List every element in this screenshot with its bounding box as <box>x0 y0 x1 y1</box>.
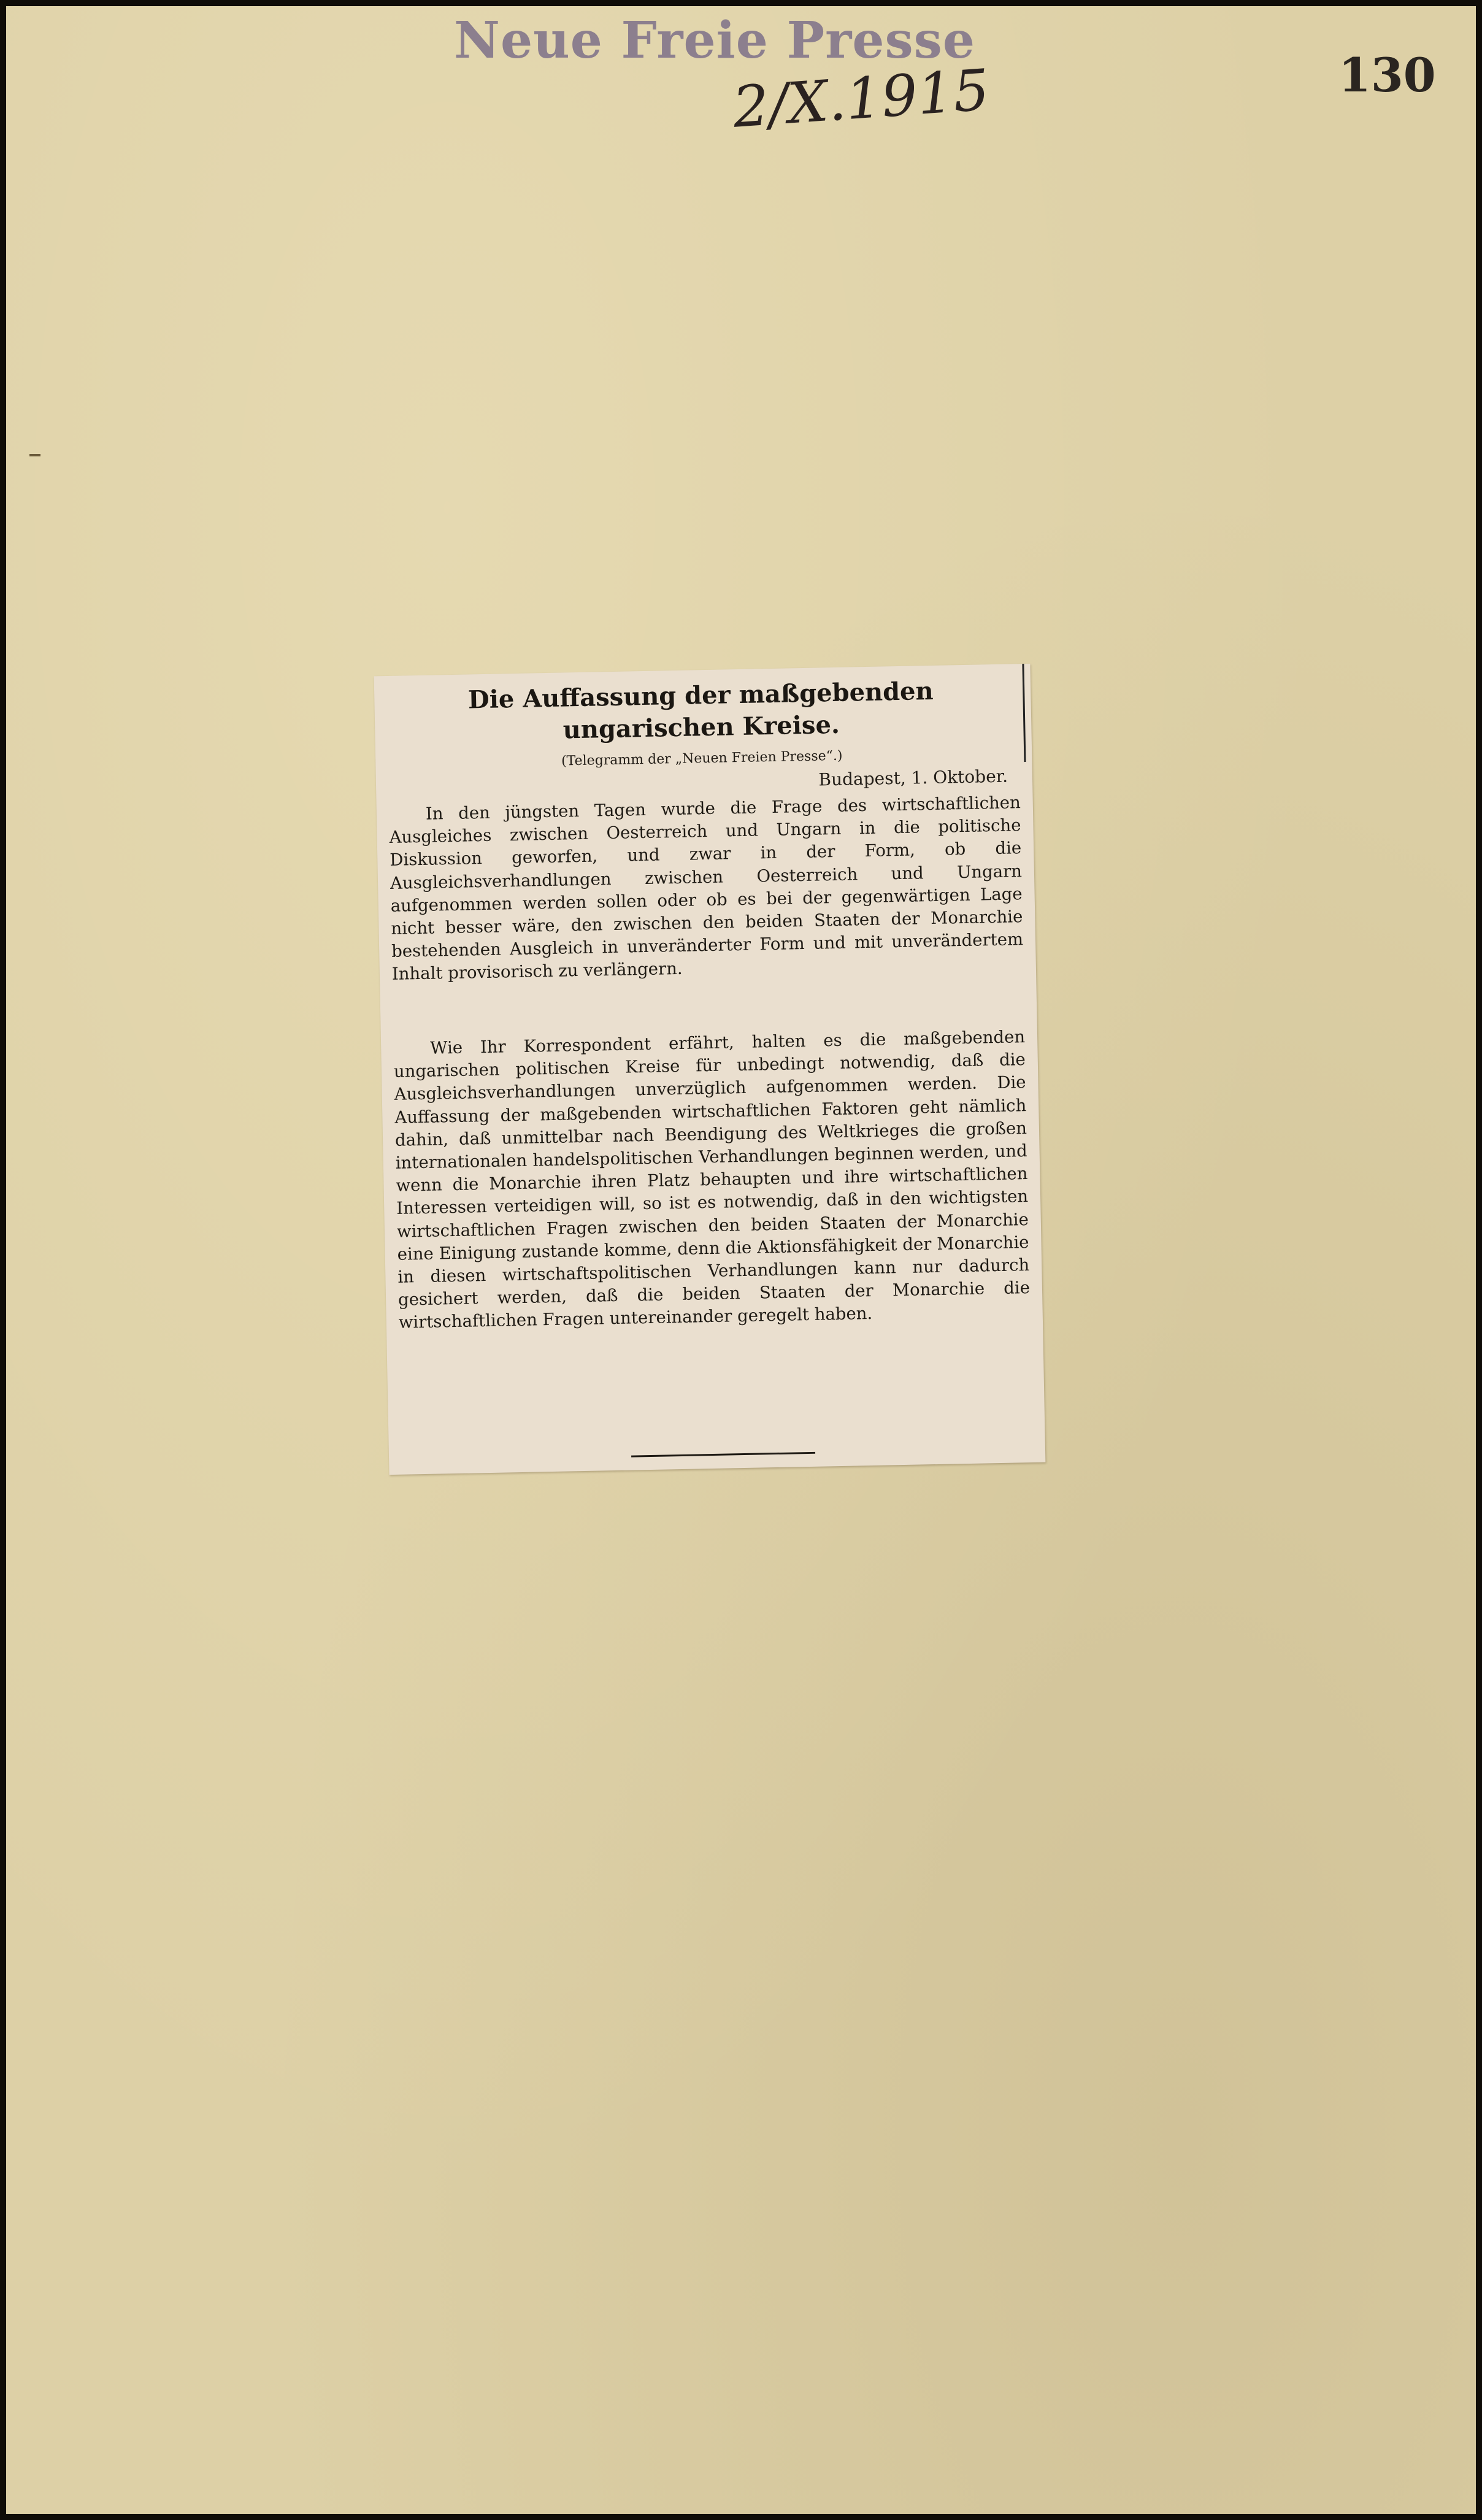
folio-number: 130 <box>1338 48 1436 102</box>
archive-sheet <box>6 6 1476 2514</box>
place-date-line: Budapest, 1. Oktober. <box>818 766 1008 790</box>
column-rule <box>1022 664 1026 762</box>
newspaper-clipping <box>374 664 1046 1475</box>
margin-mark <box>29 454 40 456</box>
article-paragraph: In den jüngsten Tagen wurde die Frage des wirtschaftlichen Ausgleiches zwischen Oesterreich und Ungarn in die politische Diskussion geworfen, und zwar in der Form, ob die Ausgleichsverhandlungen zwischen Oesterreich und Ungarn aufgenommen werden sollen oder ob es bei der gegenwärtigen Lage nicht besser wäre, den zwischen den beiden Staaten der Monarchie bestehenden Ausgleich in unveränderter Form und mit unverändertem Inhalt provisorisch zu verlängern. <box>389 793 1024 985</box>
telegram-source-line: (Telegramm der „Neuen Freien Presse“.) <box>561 748 843 769</box>
newspaper-stamp: Neue Freie Presse <box>454 11 976 70</box>
handwritten-date: 2/X.1915 <box>731 56 992 140</box>
clipping-headline: Die Auffassung der maßgebenden ungarischen Kreise. <box>467 676 934 745</box>
end-rule <box>631 1452 815 1458</box>
article-paragraph: Wie Ihr Korrespondent erfährt, halten es die maßgebenden ungarischen politischen Kreise für unbedingt notwendig, daß die Ausgleichsverhandlungen unverzüglich aufgenommen werden. Die Auffassung der maßgebenden wirtschaftlichen Faktoren geht nämlich dahin, daß unmittelbar nach Beendigung des Weltkrieges die großen internationalen handelspolitischen Verhandlungen beginnen werden, und wenn die Monarchie ihren Platz behaupten und ihre wirtschaftlichen Interessen verteidigen will, so ist es notwendig, daß in den wichtigsten wirtschaftlichen Fragen zwischen den beiden Staaten der Monarchie eine Einigung zustande komme, denn die Aktionsfähigkeit der Monarchie in diesen wirtschaftspolitischen Verhandlungen kann nur dadurch gesichert werden, daß die beiden Staaten der Monarchie die wirtschaftlichen Fragen untereinander geregelt haben. <box>393 1027 1031 1333</box>
